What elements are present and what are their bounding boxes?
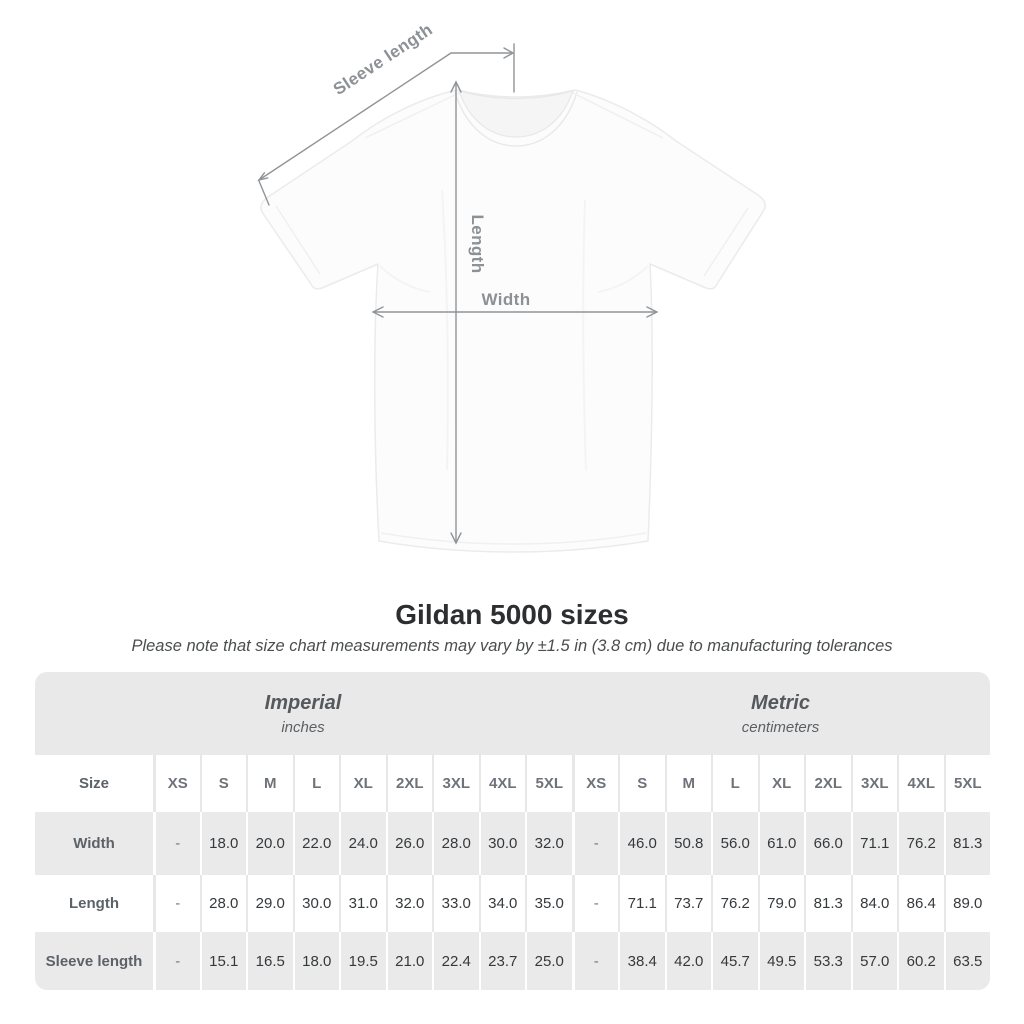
metric-unit-header	[571, 672, 990, 755]
size-value: 50.8	[665, 812, 712, 875]
length-label: Length	[468, 214, 487, 274]
size-value: 89.0	[944, 875, 991, 932]
size-value: 34.0	[479, 875, 526, 932]
size-value: 81.3	[944, 812, 991, 875]
column-header-imperial: 3XL	[432, 755, 479, 812]
page-title: Gildan 5000 sizes	[395, 599, 629, 630]
table-row	[35, 932, 990, 990]
size-value: 24.0	[339, 812, 386, 875]
table-row	[35, 875, 990, 932]
column-header-metric: 4XL	[897, 755, 944, 812]
size-value: 71.1	[618, 875, 665, 932]
column-header-imperial: M	[246, 755, 293, 812]
size-column-header: Size	[78, 775, 109, 792]
column-header-imperial: 2XL	[386, 755, 433, 812]
size-value: 20.0	[246, 812, 293, 875]
sleeve-length-label: Sleeve length	[329, 19, 437, 100]
size-value: 56.0	[711, 812, 758, 875]
size-value: 57.0	[851, 932, 898, 990]
size-value: -	[572, 812, 619, 875]
size-value: 60.2	[897, 932, 944, 990]
column-header-metric: XS	[572, 755, 619, 812]
row-label: Sleeve length	[45, 952, 143, 970]
size-value: -	[572, 932, 619, 990]
units-header-band	[35, 672, 990, 755]
column-header-imperial: XS	[153, 755, 200, 812]
size-value: 61.0	[758, 812, 805, 875]
size-value: 76.2	[897, 812, 944, 875]
size-value: 84.0	[851, 875, 898, 932]
size-grid	[35, 755, 990, 990]
metric-label: Metric	[751, 691, 810, 714]
size-value: 28.0	[200, 875, 247, 932]
table-row	[35, 812, 990, 875]
tshirt-graphic	[261, 90, 765, 552]
size-value: 28.0	[432, 812, 479, 875]
width-label: Width	[481, 290, 531, 309]
size-value: 32.0	[386, 875, 433, 932]
size-value: 29.0	[246, 875, 293, 932]
size-value: 76.2	[711, 875, 758, 932]
size-value: 19.5	[339, 932, 386, 990]
size-table	[35, 672, 990, 990]
column-header-imperial: 4XL	[479, 755, 526, 812]
size-value: 33.0	[432, 875, 479, 932]
size-value: 26.0	[386, 812, 433, 875]
size-value: 31.0	[339, 875, 386, 932]
column-header-imperial: XL	[339, 755, 386, 812]
size-value: 38.4	[618, 932, 665, 990]
row-label: Width	[73, 835, 115, 852]
size-value: 32.0	[525, 812, 572, 875]
size-value: 25.0	[525, 932, 572, 990]
metric-sublabel: centimeters	[741, 718, 820, 736]
size-value: 53.3	[804, 932, 851, 990]
size-value: 23.7	[479, 932, 526, 990]
size-value: 66.0	[804, 812, 851, 875]
size-value: -	[153, 812, 200, 875]
size-value: 42.0	[665, 932, 712, 990]
size-value: 35.0	[525, 875, 572, 932]
size-value: 30.0	[293, 875, 340, 932]
size-value: -	[153, 875, 200, 932]
row-label: Length	[69, 895, 119, 912]
column-header-metric: XL	[758, 755, 805, 812]
size-value: 81.3	[804, 875, 851, 932]
imperial-unit-header	[35, 672, 571, 755]
size-value: 16.5	[246, 932, 293, 990]
size-value: 45.7	[711, 932, 758, 990]
size-value: 30.0	[479, 812, 526, 875]
imperial-sublabel: inches	[281, 718, 325, 736]
column-header-imperial: L	[293, 755, 340, 812]
size-value: 22.4	[432, 932, 479, 990]
size-value: 21.0	[386, 932, 433, 990]
column-header-metric: 3XL	[851, 755, 898, 812]
size-value: 49.5	[758, 932, 805, 990]
size-value: 79.0	[758, 875, 805, 932]
size-value: 46.0	[618, 812, 665, 875]
size-value: 22.0	[293, 812, 340, 875]
tolerance-note: Please note that size chart measurements may vary by ±1.5 in (3.8 cm) due to manufacturing tolerances	[131, 637, 893, 655]
column-header-metric: 2XL	[804, 755, 851, 812]
size-value: 18.0	[200, 812, 247, 875]
size-value: 86.4	[897, 875, 944, 932]
imperial-label: Imperial	[264, 691, 342, 714]
size-value: 71.1	[851, 812, 898, 875]
column-header-metric: M	[665, 755, 712, 812]
column-header-metric: L	[711, 755, 758, 812]
size-value: 73.7	[665, 875, 712, 932]
column-header-metric: S	[618, 755, 665, 812]
column-header-imperial: 5XL	[525, 755, 572, 812]
size-value: 18.0	[293, 932, 340, 990]
size-value: -	[572, 875, 619, 932]
size-value: 15.1	[200, 932, 247, 990]
column-header-metric: 5XL	[944, 755, 991, 812]
size-value: -	[153, 932, 200, 990]
column-header-imperial: S	[200, 755, 247, 812]
table-row	[35, 755, 990, 812]
size-value: 63.5	[944, 932, 991, 990]
